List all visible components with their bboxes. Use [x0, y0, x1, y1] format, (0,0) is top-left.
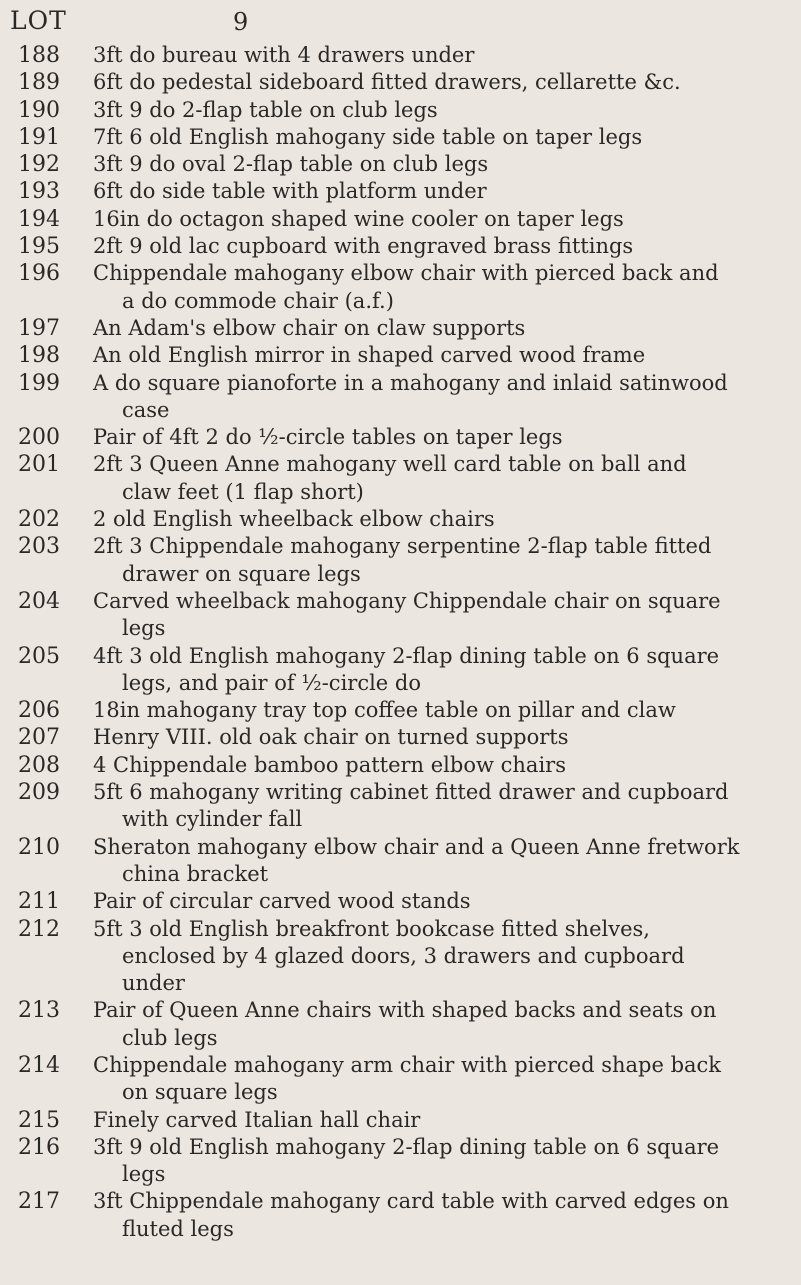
- description-continuation: under: [122, 971, 185, 996]
- lot-description: [93, 1052, 791, 1107]
- description-line: An old English mirror in shaped carved wood frame: [93, 343, 646, 368]
- lot-entry: [0, 697, 801, 724]
- lot-description: [93, 506, 791, 533]
- description-continuation: drawer on square legs: [122, 561, 361, 586]
- lot-entry: [0, 451, 801, 506]
- lot-description: [93, 206, 791, 233]
- lot-number: 201: [18, 452, 60, 478]
- description-continuation: legs, and pair of ½-circle do: [122, 670, 421, 695]
- description-continuation: on square legs: [122, 1080, 278, 1105]
- page-number: 9: [233, 8, 249, 36]
- lot-number: 204: [18, 588, 60, 614]
- lot-entry: [0, 506, 801, 533]
- lot-entry: [0, 342, 801, 369]
- lot-description: [93, 69, 791, 96]
- lot-description: [93, 233, 791, 260]
- lot-entry: [0, 533, 801, 588]
- description-continuation: legs: [122, 616, 166, 641]
- lot-entry: [0, 588, 801, 643]
- lot-number: 194: [18, 206, 60, 232]
- lot-entry: [0, 424, 801, 451]
- lot-number: 191: [18, 124, 60, 150]
- lot-number: 189: [18, 70, 60, 96]
- lot-description: [93, 260, 791, 315]
- description-line: 2 old English wheelback elbow chairs: [93, 507, 495, 532]
- lot-description: [93, 97, 791, 124]
- lot-description: [93, 643, 791, 698]
- lot-description: [93, 779, 791, 834]
- description-line: 16in do octagon shaped wine cooler on taper legs: [93, 206, 624, 231]
- lot-number: 205: [18, 643, 60, 669]
- description-continuation: fluted legs: [122, 1216, 234, 1241]
- lot-description: [93, 1134, 791, 1189]
- description-line: An Adam's elbow chair on claw supports: [93, 315, 526, 340]
- lot-entry: [0, 233, 801, 260]
- lot-number: 196: [18, 261, 60, 287]
- description-line: Pair of Queen Anne chairs with shaped backs and seats on: [93, 998, 717, 1023]
- lot-description: [93, 315, 791, 342]
- lot-entry: [0, 370, 801, 425]
- description-line: 4ft 3 old English mahogany 2-flap dining table on 6 square: [93, 643, 720, 668]
- description-continuation: case: [122, 397, 170, 422]
- lot-description: [93, 451, 791, 506]
- lot-entry: [0, 997, 801, 1052]
- description-continuation: china bracket: [122, 861, 269, 886]
- description-line: 5ft 6 mahogany writing cabinet fitted drawer and cupboard: [93, 780, 729, 805]
- description-line: 3ft 9 do 2-flap table on club legs: [93, 97, 438, 122]
- lot-entry: [0, 916, 801, 998]
- lot-entry: [0, 834, 801, 889]
- lot-number: 192: [18, 152, 60, 178]
- lot-number: 212: [18, 916, 60, 942]
- description-line: Chippendale mahogany elbow chair with pierced back and: [93, 261, 719, 286]
- description-line: 2ft 9 old lac cupboard with engraved brass fittings: [93, 234, 634, 259]
- lot-number: 206: [18, 698, 60, 724]
- description-continuation: with cylinder fall: [122, 807, 303, 832]
- lot-entry: [0, 315, 801, 342]
- description-line: Chippendale mahogany arm chair with pierced shape back: [93, 1052, 722, 1077]
- description-line: 18in mahogany tray top coffee table on pillar and claw: [93, 698, 676, 723]
- lot-number: 208: [18, 752, 60, 778]
- lot-number: 211: [18, 889, 60, 915]
- lot-entry: [0, 1188, 801, 1243]
- lot-description: [93, 1107, 791, 1134]
- lot-description: [93, 888, 791, 915]
- lot-column-heading: LOT: [10, 6, 67, 35]
- lot-entry: [0, 124, 801, 151]
- lot-number: 197: [18, 315, 60, 341]
- lot-number: 203: [18, 534, 60, 560]
- description-line: 3ft 9 do oval 2-flap table on club legs: [93, 152, 489, 177]
- lot-number: 195: [18, 234, 60, 260]
- description-line: 2ft 3 Queen Anne mahogany well card table on ball and: [93, 452, 687, 477]
- description-line: Henry VIII. old oak chair on turned supports: [93, 725, 569, 750]
- lot-number: 198: [18, 343, 60, 369]
- description-line: Pair of 4ft 2 do ½-circle tables on taper legs: [93, 425, 563, 450]
- lot-entry: [0, 1134, 801, 1189]
- lot-entry: [0, 1107, 801, 1134]
- description-line: 2ft 3 Chippendale mahogany serpentine 2-flap table fitted: [93, 534, 712, 559]
- description-line: 5ft 3 old English breakfront bookcase fitted shelves,: [93, 916, 650, 941]
- lot-number: 202: [18, 507, 60, 533]
- lot-description: [93, 697, 791, 724]
- lot-number: 199: [18, 370, 60, 396]
- lot-description: [93, 916, 791, 998]
- lot-description: [93, 588, 791, 643]
- lot-number: 216: [18, 1134, 60, 1160]
- description-continuation: legs: [122, 1162, 166, 1187]
- lot-description: [93, 342, 791, 369]
- description-line: 7ft 6 old English mahogany side table on taper legs: [93, 124, 643, 149]
- description-line: 3ft do bureau with 4 drawers under: [93, 43, 475, 67]
- description-line: 6ft do side table with platform under: [93, 179, 487, 204]
- lot-description: [93, 533, 791, 588]
- description-continuation: claw feet (1 flap short): [122, 479, 364, 504]
- description-line: Finely carved Italian hall chair: [93, 1107, 421, 1132]
- description-line: Carved wheelback mahogany Chippendale chair on square: [93, 588, 721, 613]
- description-line: A do square pianoforte in a mahogany and inlaid satinwood: [93, 370, 728, 395]
- lot-list: [0, 42, 801, 1243]
- lot-entry: [0, 724, 801, 751]
- lot-number: 209: [18, 780, 60, 806]
- lot-description: [93, 724, 791, 751]
- lot-description: [93, 370, 791, 425]
- lot-description: [93, 1188, 791, 1243]
- description-continuation: club legs: [122, 1025, 218, 1050]
- lot-entry: [0, 779, 801, 834]
- lot-description: [93, 178, 791, 205]
- lot-description: [93, 151, 791, 178]
- description-line: Pair of circular carved wood stands: [93, 889, 471, 914]
- lot-entry: [0, 643, 801, 698]
- lot-description: [93, 997, 791, 1052]
- lot-description: [93, 834, 791, 889]
- lot-description: [93, 124, 791, 151]
- description-line: 3ft Chippendale mahogany card table with carved edges on: [93, 1189, 729, 1214]
- lot-entry: [0, 69, 801, 96]
- lot-number: 188: [18, 43, 60, 68]
- description-line: Sheraton mahogany elbow chair and a Queen Anne fretwork: [93, 834, 740, 859]
- lot-number: 190: [18, 97, 60, 123]
- description-continuation: a do commode chair (a.f.): [122, 288, 394, 313]
- lot-description: [93, 752, 791, 779]
- description-line: 4 Chippendale bamboo pattern elbow chairs: [93, 752, 566, 777]
- lot-number: 215: [18, 1107, 60, 1133]
- lot-entry: [0, 178, 801, 205]
- lot-number: 213: [18, 998, 60, 1024]
- description-continuation: enclosed by 4 glazed doors, 3 drawers and cupboard: [122, 943, 685, 968]
- lot-description: [93, 42, 791, 69]
- lot-number: 217: [18, 1189, 60, 1215]
- lot-number: 207: [18, 725, 60, 751]
- lot-number: 214: [18, 1052, 60, 1078]
- lot-entry: [0, 888, 801, 915]
- description-line: 3ft 9 old English mahogany 2-flap dining table on 6 square: [93, 1134, 720, 1159]
- lot-entry: [0, 752, 801, 779]
- lot-number: 193: [18, 179, 60, 205]
- lot-number: 200: [18, 425, 60, 451]
- lot-entry: [0, 260, 801, 315]
- lot-entry: [0, 42, 801, 69]
- lot-entry: [0, 206, 801, 233]
- lot-description: [93, 424, 791, 451]
- lot-entry: [0, 151, 801, 178]
- lot-entry: [0, 1052, 801, 1107]
- description-line: 6ft do pedestal sideboard fitted drawers, cellarette &c.: [93, 70, 681, 95]
- lot-number: 210: [18, 834, 60, 860]
- lot-entry: [0, 97, 801, 124]
